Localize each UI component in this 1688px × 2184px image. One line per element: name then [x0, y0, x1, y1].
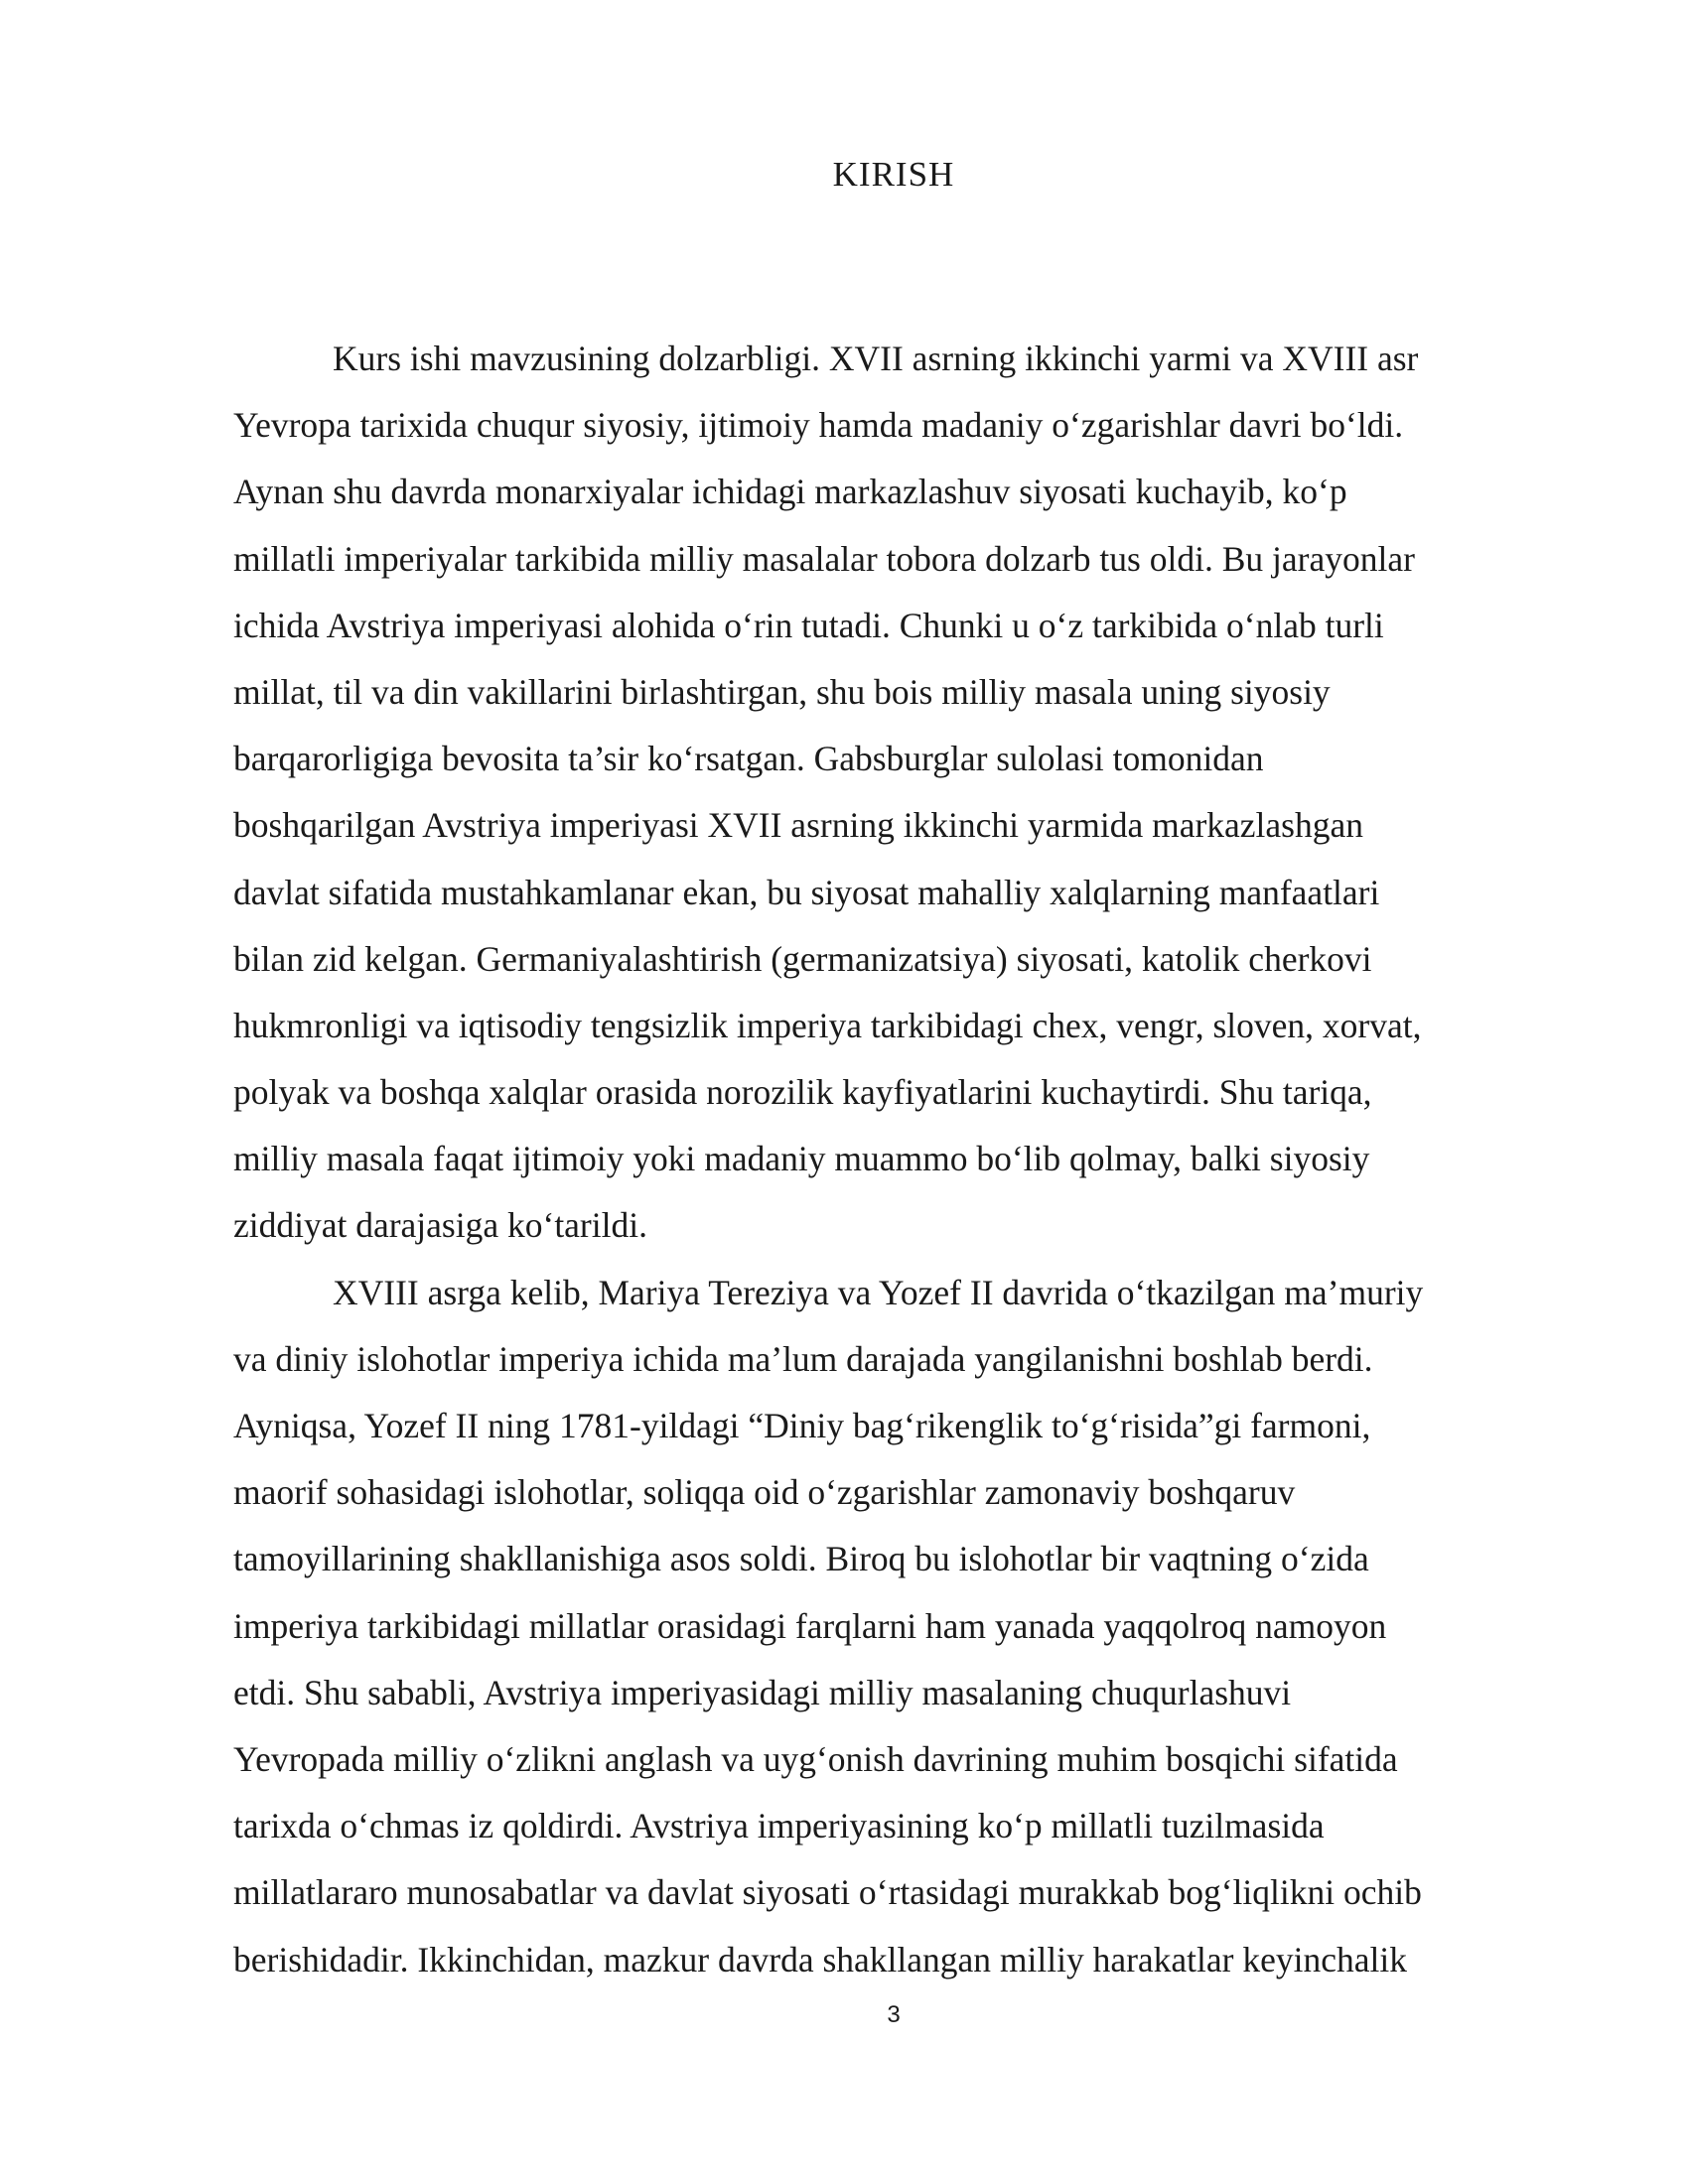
paragraph-line: hukmronligi va iqtisodiy tengsizlik imperiya tarkibidagi chex, vengr, sloven, xorvat,	[233, 1005, 1422, 1045]
paragraph-line: Kurs ishi mavzusining dolzarbligi. XVII asrning ikkinchi yarmi va XVIII asr	[333, 339, 1419, 378]
paragraph-line: barqarorligiga bevosita ta’sir ko‘rsatgan. Gabsburglar sulolasi tomonidan	[233, 739, 1264, 779]
paragraph-line: millatli imperiyalar tarkibida milliy masalalar tobora dolzarb tus oldi. Bu jarayonlar	[233, 538, 1415, 579]
paragraph-line: Aynan shu davrda monarxiyalar ichidagi markazlashuv siyosati kuchayib, ko‘p	[233, 472, 1347, 512]
paragraph-line: maorif sohasidagi islohotlar, soliqqa oid o‘zgarishlar zamonaviy boshqaruv	[233, 1472, 1296, 1513]
paragraph-line: etdi. Shu sababli, Avstriya imperiyasidagi milliy masalaning chuqurlashuvi	[233, 1672, 1292, 1712]
page-number: 3	[887, 2001, 901, 2028]
paragraph-line: Ayniqsa, Yozef II ning 1781-yildagi “Diniy bag‘rikenglik to‘g‘risida”gi farmoni,	[233, 1406, 1371, 1445]
paragraph-line: imperiya tarkibidagi millatlar orasidagi farqlarni ham yanada yaqqolroq namoyon	[233, 1605, 1387, 1646]
paragraph-line: ziddiyat darajasiga ko‘tarildi.	[233, 1205, 647, 1246]
paragraph-line: tarixda o‘chmas iz qoldirdi. Avstriya imperiyasining ko‘p millatli tuzilmasida	[233, 1806, 1325, 1846]
paragraph-line: davlat sifatida mustahkamlanar ekan, bu siyosat mahalliy xalqlarning manfaatlari	[233, 872, 1380, 912]
body-text	[233, 326, 1554, 1993]
paragraph-line: va diniy islohotlar imperiya ichida ma’lum darajada yangilanishni boshlab berdi.	[233, 1338, 1373, 1379]
paragraph-line: bilan zid kelgan. Germaniyalashtirish (germanizatsiya) siyosati, katolik cherkovi	[233, 938, 1372, 979]
paragraph-line: tamoyillarining shakllanishiga asos soldi. Biroq bu islohotlar bir vaqtning o‘zida	[233, 1539, 1369, 1579]
paragraph-line: milliy masala faqat ijtimoiy yoki madaniy muammo bo‘lib qolmay, balki siyosiy	[233, 1139, 1370, 1179]
paragraph-line: Yevropa tarixida chuqur siyosiy, ijtimoiy hamda madaniy o‘zgarishlar davri bo‘ldi.	[233, 405, 1404, 446]
paragraph-line: berishidadir. Ikkinchidan, mazkur davrda shakllangan milliy harakatlar keyinchalik	[233, 1939, 1407, 1979]
paragraph-line: millat, til va din vakillarini birlashtirgan, shu bois milliy masala uning siyosiy	[233, 671, 1331, 712]
paragraph-line: Yevropada milliy o‘zlikni anglash va uyg‘onish davrining muhim bosqichi sifatida	[233, 1738, 1398, 1779]
paragraph-line: polyak va boshqa xalqlar orasida norozilik kayfiyatlarini kuchaytirdi. Shu tariqa,	[233, 1072, 1372, 1113]
page-heading: KIRISH	[832, 155, 955, 194]
paragraph-line: XVIII asrga kelib, Mariya Tereziya va Yozef II davrida o‘tkazilgan ma’muriy	[333, 1272, 1424, 1312]
paragraph-line: boshqarilgan Avstriya imperiyasi XVII asrning ikkinchi yarmida markazlashgan	[233, 805, 1363, 846]
paragraph-line: millatlararo munosabatlar va davlat siyosati o‘rtasidagi murakkab bog‘liqlikni ochib	[233, 1872, 1422, 1913]
paragraph-line: ichida Avstriya imperiyasi alohida o‘rin tutadi. Chunki u o‘z tarkibida o‘nlab turli	[233, 605, 1384, 645]
